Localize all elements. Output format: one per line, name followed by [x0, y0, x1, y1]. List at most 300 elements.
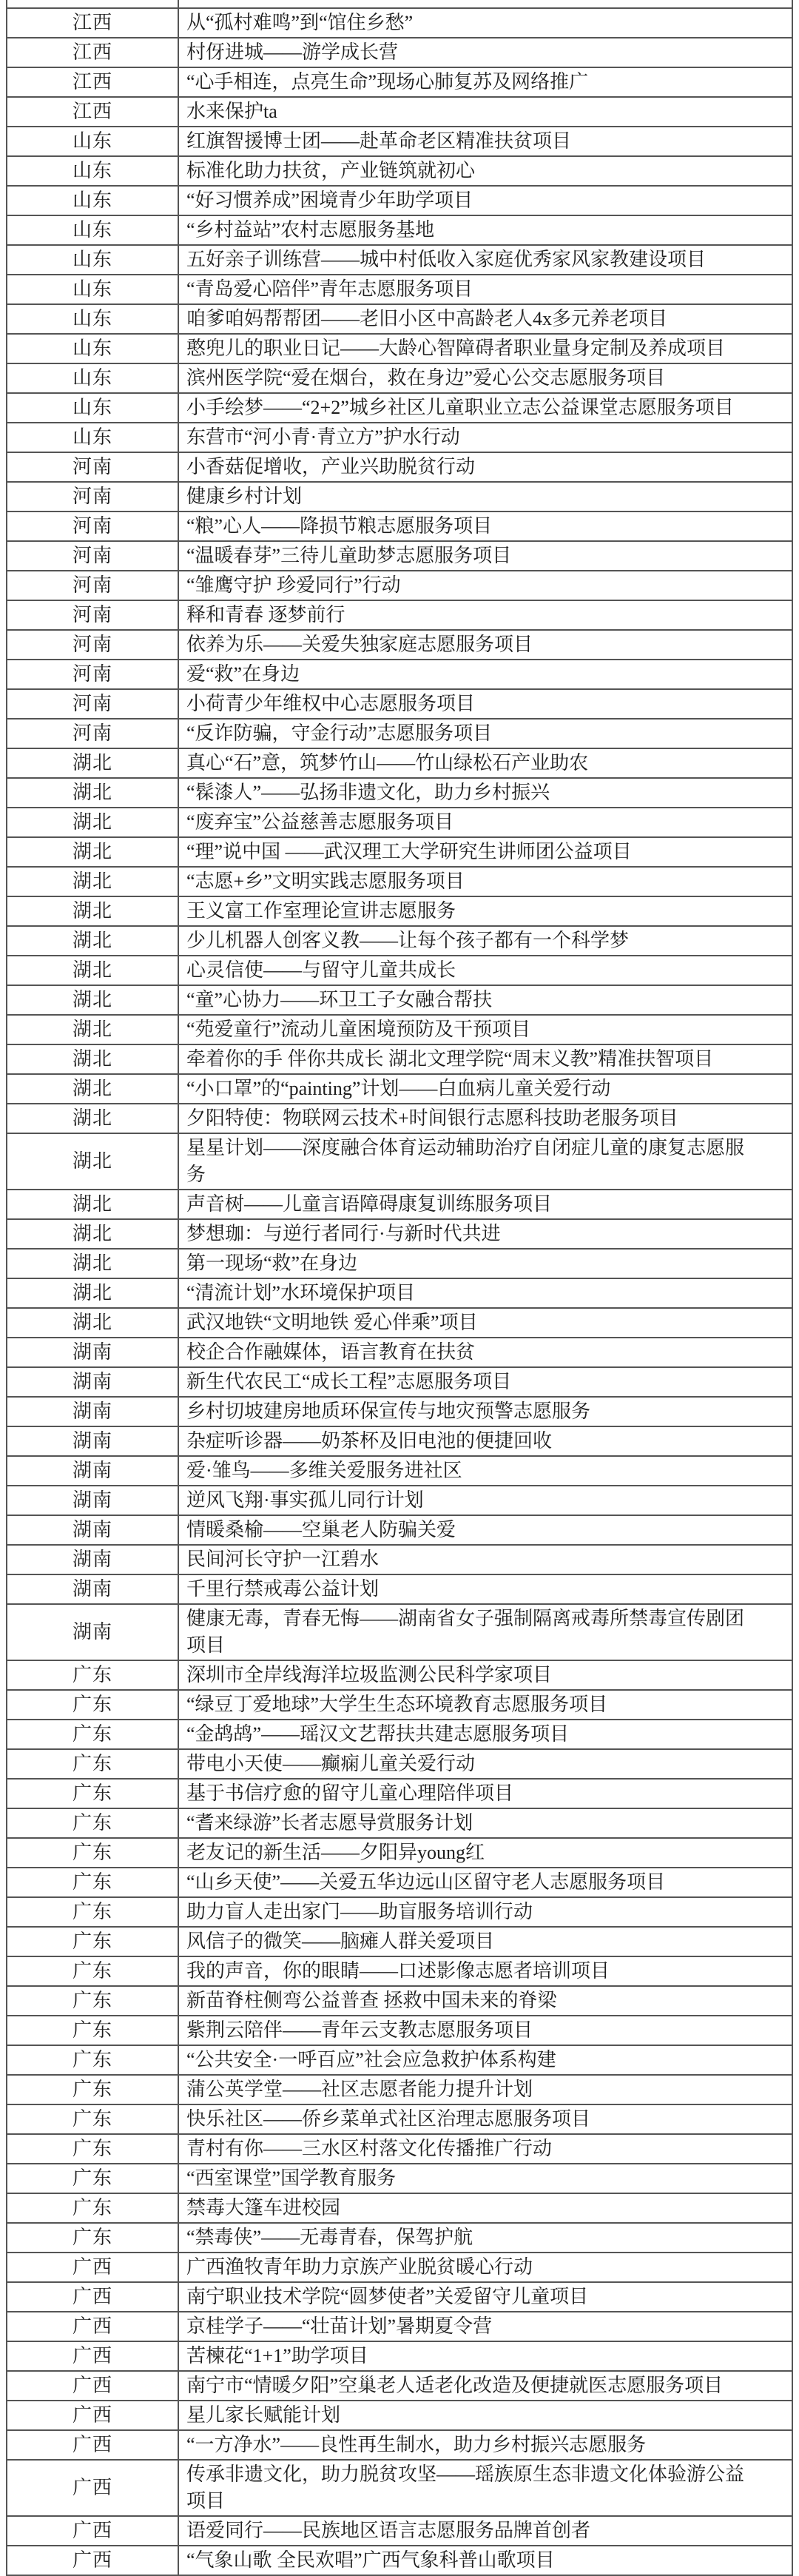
- province-cell: 湖北: [7, 1075, 179, 1103]
- table-row: [7, 2164, 792, 2194]
- table-row: [7, 1045, 792, 1075]
- province-cell: 湖北: [7, 956, 179, 985]
- table-row: [7, 542, 792, 571]
- project-name-text: 小手绘梦——“2+2”城乡社区儿童职业立志公益课堂志愿服务项目: [186, 397, 734, 418]
- project-name-text: 红旗智援博士团——赴革命老区精准扶贫项目: [186, 130, 572, 152]
- project-cell: [179, 1605, 792, 1660]
- province-cell: 广东: [7, 2105, 179, 2133]
- project-name-text: “金鸪鸪”——瑶汉文艺帮扶共建志愿服务项目: [186, 1723, 570, 1745]
- project-name-text: “绿豆丁爱地球”大学生生态环境教育志愿服务项目: [186, 1694, 608, 1715]
- project-cell: [179, 2546, 792, 2575]
- project-cell: [179, 1957, 792, 1985]
- table-row: [7, 364, 792, 394]
- project-cell: [179, 1309, 792, 1337]
- project-name-text: 健康无毒，青春无悔——湖南省女子强制隔离戒毒所禁毒宣传剧团项目: [186, 1608, 745, 1656]
- table-row: [7, 1750, 792, 1780]
- project-cell: [179, 2224, 792, 2252]
- table-row: [7, 2431, 792, 2461]
- table-row: [7, 1957, 792, 1987]
- table-row: [7, 1987, 792, 2016]
- project-cell: [179, 2046, 792, 2074]
- table-row: [7, 1839, 792, 1868]
- project-cell: [179, 483, 792, 511]
- table-row: [7, 1104, 792, 1134]
- project-name-text: 新生代农民工“成长工程”志愿服务项目: [186, 1371, 512, 1392]
- project-name-text: “清流计划”水环境保护项目: [186, 1282, 416, 1304]
- project-table: [6, 0, 793, 2576]
- province-cell: 湖北: [7, 868, 179, 896]
- province-cell: 河南: [7, 453, 179, 481]
- province-cell: 河南: [7, 571, 179, 600]
- project-name-text: 青村有你——三水区村落文化传播推广行动: [186, 2138, 553, 2159]
- project-cell: [179, 2194, 792, 2222]
- project-name-text: “气象山歌 全民欢唱”广西气象科普山歌项目: [186, 2549, 555, 2571]
- province-cell: 广东: [7, 1750, 179, 1778]
- project-cell: [179, 1279, 792, 1307]
- project-cell: [179, 779, 792, 807]
- project-name-text: 风信子的微笑——脑瘫人群关爱项目: [186, 1931, 495, 1952]
- table-row: [7, 868, 792, 897]
- province-cell: 湖南: [7, 1398, 179, 1426]
- project-name-text: 传承非遗文化，助力脱贫攻坚——瑶族原生态非遗文化体验游公益项目: [186, 2463, 745, 2512]
- table-row: [7, 1368, 792, 1398]
- table-row: [7, 157, 792, 187]
- province-cell: 广东: [7, 1987, 179, 2015]
- project-cell: [179, 1427, 792, 1455]
- project-cell: [179, 1898, 792, 1926]
- province-cell: 广东: [7, 2194, 179, 2222]
- province-cell: 河南: [7, 483, 179, 511]
- project-name-text: 村伢进城——游学成长营: [186, 41, 399, 63]
- province-cell: 河南: [7, 690, 179, 718]
- project-name-text: 杂症听诊器——奶茶杯及旧电池的便捷回收: [186, 1430, 553, 1452]
- project-cell: [179, 1987, 792, 2015]
- project-cell: [179, 512, 792, 540]
- project-name-text: 京桂学子——“壮苗计划”暑期夏令营: [186, 2315, 493, 2337]
- table-row: [7, 1868, 792, 1898]
- project-cell: [179, 690, 792, 718]
- table-row: [7, 2076, 792, 2105]
- project-name-text: 小香菇促增收，产业兴助脱贫行动: [186, 456, 476, 477]
- project-name-text: 少儿机器人创客义教——让每个孩子都有一个科学梦: [186, 930, 630, 951]
- project-name-text: “西室课堂”国学教育服务: [186, 2167, 397, 2189]
- project-cell: [179, 1720, 792, 1748]
- project-cell: [179, 2431, 792, 2459]
- project-cell: [179, 2461, 792, 2515]
- table-row: [7, 483, 792, 512]
- table-row: [7, 1220, 792, 1250]
- province-cell: 广东: [7, 2076, 179, 2104]
- province-cell: 广东: [7, 1898, 179, 1926]
- project-cell: [179, 1486, 792, 1515]
- project-cell: [179, 453, 792, 481]
- table-row: [7, 1809, 792, 1839]
- province-cell: 湖北: [7, 1220, 179, 1248]
- province-cell: 湖北: [7, 897, 179, 925]
- project-name-text: 声音树——儿童言语障碍康复训练服务项目: [186, 1193, 553, 1215]
- table-row: [7, 305, 792, 335]
- province-cell: 广西: [7, 2546, 179, 2575]
- project-name-text: “废弃宝”公益慈善志愿服务项目: [186, 811, 454, 833]
- project-name-text: 依养为乐——关爱失独家庭志愿服务项目: [186, 634, 533, 655]
- project-cell: [179, 927, 792, 955]
- project-name-text: “公共安全·一呼百应”社会应急救护体系构建: [186, 2049, 556, 2070]
- project-name-text: 标准化助力扶贫，产业链筑就初心: [186, 160, 476, 181]
- project-cell: [179, 2016, 792, 2045]
- project-cell: [179, 68, 792, 96]
- project-name-text: “粮”心人——降损节粮志愿服务项目: [186, 515, 493, 537]
- project-cell: [179, 1661, 792, 1689]
- project-cell: [179, 1016, 792, 1044]
- project-name-text: “一方净水”——良性再生制水，助力乡村振兴志愿服务: [186, 2434, 647, 2455]
- province-cell: 山东: [7, 335, 179, 363]
- province-cell: 湖北: [7, 1016, 179, 1044]
- province-cell: [7, 0, 179, 7]
- province-cell: 湖南: [7, 1368, 179, 1396]
- table-row: [7, 1338, 792, 1368]
- project-cell: [179, 2342, 792, 2370]
- table-row: [7, 423, 792, 453]
- table-row: [7, 2342, 792, 2372]
- province-cell: 湖南: [7, 1338, 179, 1366]
- province-cell: 广东: [7, 1809, 179, 1837]
- province-cell: 广西: [7, 2461, 179, 2515]
- table-row: [7, 2283, 792, 2312]
- project-name-text: 憨兜儿的职业日记——大龄心智障碍者职业量身定制及养成项目: [186, 338, 726, 359]
- project-name-text: 梦想珈：与逆行者同行·与新时代共进: [186, 1223, 501, 1244]
- project-name-text: 爱·雏鸟——多维关爱服务进社区: [186, 1460, 462, 1481]
- project-cell: [179, 838, 792, 866]
- project-cell: [179, 0, 792, 7]
- province-cell: 山东: [7, 275, 179, 303]
- project-cell: [179, 275, 792, 303]
- project-cell: [179, 364, 792, 392]
- project-cell: [179, 1250, 792, 1278]
- table-row: [7, 394, 792, 423]
- table-row: [7, 838, 792, 868]
- table-row: [7, 1691, 792, 1720]
- province-cell: 江西: [7, 9, 179, 37]
- table-row: [7, 1075, 792, 1104]
- province-cell: 广西: [7, 2342, 179, 2370]
- project-cell: [179, 127, 792, 155]
- province-cell: 山东: [7, 246, 179, 274]
- project-cell: [179, 956, 792, 985]
- project-cell: [179, 305, 792, 333]
- province-cell: 广西: [7, 2253, 179, 2281]
- project-name-text: 释和青春 逐梦前行: [186, 604, 345, 625]
- project-cell: [179, 720, 792, 748]
- table-row: [7, 2401, 792, 2431]
- project-cell: [179, 2372, 792, 2400]
- project-cell: [179, 423, 792, 452]
- province-cell: 湖北: [7, 1104, 179, 1133]
- project-name-text: 情暖桑榆——空巢老人防骗关爱: [186, 1519, 456, 1540]
- project-name-text: 牵着你的手 伴你共成长 湖北文理学院“周末义教”精准扶智项目: [186, 1048, 714, 1070]
- project-cell: [179, 1104, 792, 1133]
- table-row: [7, 1516, 792, 1546]
- table-row: [7, 1457, 792, 1486]
- project-name-text: “耆来绿游”长者志愿导赏服务计划: [186, 1812, 473, 1834]
- project-name-text: “温暖春芽”三待儿童助梦志愿服务项目: [186, 545, 512, 566]
- table-row: [7, 1780, 792, 1809]
- project-name-text: “好习惯养成”困境青少年助学项目: [186, 189, 473, 211]
- province-cell: 江西: [7, 38, 179, 67]
- project-cell: [179, 2253, 792, 2281]
- project-name-text: 五好亲子训练营——城中村低收入家庭优秀家风家教建设项目: [186, 249, 707, 270]
- project-cell: [179, 2312, 792, 2341]
- project-cell: [179, 808, 792, 836]
- project-name-text: 水来保护ta: [186, 101, 277, 122]
- province-cell: 湖南: [7, 1516, 179, 1544]
- table-row: [7, 601, 792, 631]
- table-row: [7, 1016, 792, 1045]
- table-row: [7, 1605, 792, 1661]
- project-name-text: 蒲公英学堂——社区志愿者能力提升计划: [186, 2079, 533, 2100]
- table-row: [7, 1486, 792, 1516]
- project-name-text: 小荷青少年维权中心志愿服务项目: [186, 693, 476, 714]
- project-cell: [179, 9, 792, 37]
- table-row: [7, 2046, 792, 2076]
- project-name-text: 夕阳特使：物联网云技术+时间银行志愿科技助老服务项目: [186, 1107, 678, 1129]
- project-name-text: 禁毒大篷车进校园: [186, 2197, 341, 2218]
- province-cell: 湖北: [7, 749, 179, 777]
- project-cell: [179, 1780, 792, 1808]
- table-row: [7, 2135, 792, 2164]
- province-cell: 广西: [7, 2517, 179, 2545]
- province-cell: 广东: [7, 1957, 179, 1985]
- project-name-text: 基于书信疗愈的留守儿童心理陪伴项目: [186, 1782, 514, 1804]
- table-row: [7, 1190, 792, 1220]
- project-cell: [179, 335, 792, 363]
- project-name-text: 快乐社区——侨乡菜单式社区治理志愿服务项目: [186, 2108, 591, 2130]
- project-cell: [179, 2517, 792, 2545]
- province-cell: 广西: [7, 2372, 179, 2400]
- province-cell: 山东: [7, 423, 179, 452]
- project-name-text: 滨州医学院“爱在烟台，救在身边”爱心公交志愿服务项目: [186, 367, 666, 389]
- province-cell: 河南: [7, 631, 179, 659]
- project-cell: [179, 631, 792, 659]
- province-cell: 山东: [7, 305, 179, 333]
- table-row: [7, 1250, 792, 1279]
- table-row: [7, 571, 792, 601]
- project-cell: [179, 98, 792, 126]
- project-cell: [179, 897, 792, 925]
- project-name-text: 从“孤村难鸣”到“馆住乡愁”: [186, 12, 414, 33]
- province-cell: 广西: [7, 2431, 179, 2459]
- project-cell: [179, 1075, 792, 1103]
- project-cell: [179, 1575, 792, 1603]
- project-name-text: 真心“石”意，筑梦竹山——竹山绿松石产业助农: [186, 752, 589, 774]
- table-row: [7, 1575, 792, 1605]
- table-row: [7, 512, 792, 542]
- project-name-text: “青岛爱心陪伴”青年志愿服务项目: [186, 278, 473, 300]
- table-row: [7, 1661, 792, 1691]
- project-name-text: 咱爹咱妈帮帮团——老旧小区中高龄老人4x多元养老项目: [186, 308, 668, 329]
- province-cell: 湖南: [7, 1575, 179, 1603]
- province-cell: 湖北: [7, 1309, 179, 1337]
- project-table-body: [7, 9, 792, 2576]
- table-row: [7, 1398, 792, 1427]
- table-row: [7, 897, 792, 927]
- project-name-text: 王义富工作室理论宣讲志愿服务: [186, 900, 456, 922]
- table-row: [7, 98, 792, 127]
- project-cell: [179, 2283, 792, 2311]
- project-cell: [179, 571, 792, 600]
- province-cell: 湖北: [7, 1134, 179, 1189]
- project-name-text: 深圳市全岸线海洋垃圾监测公民科学家项目: [186, 1664, 553, 1686]
- province-cell: 湖北: [7, 1250, 179, 1278]
- project-name-text: 星儿家长赋能计划: [186, 2404, 341, 2426]
- province-cell: 广东: [7, 1928, 179, 1956]
- province-cell: 广东: [7, 1868, 179, 1896]
- province-cell: 山东: [7, 187, 179, 215]
- project-name-text: “乡村益站”农村志愿服务基地: [186, 219, 435, 241]
- project-cell: [179, 1220, 792, 1248]
- table-row: [7, 1928, 792, 1957]
- table-row: [7, 38, 792, 68]
- province-cell: 广东: [7, 1720, 179, 1748]
- table-row: [7, 187, 792, 216]
- project-cell: [179, 542, 792, 570]
- table-row: [7, 127, 792, 157]
- province-cell: 湖南: [7, 1457, 179, 1485]
- province-cell: 广东: [7, 2164, 179, 2193]
- project-name-text: “反诈防骗，守金行动”志愿服务项目: [186, 722, 493, 744]
- project-cell: [179, 1045, 792, 1073]
- project-cell: [179, 2076, 792, 2104]
- project-name-text: 第一现场“救”在身边: [186, 1252, 358, 1274]
- project-name-text: 东营市“河小青·青立方”护水行动: [186, 426, 460, 448]
- project-cell: [179, 1457, 792, 1485]
- province-cell: 河南: [7, 542, 179, 570]
- project-cell: [179, 38, 792, 67]
- table-row: [7, 2546, 792, 2576]
- province-cell: 广西: [7, 2283, 179, 2311]
- province-cell: 湖南: [7, 1546, 179, 1574]
- province-cell: 广东: [7, 2046, 179, 2074]
- project-name-text: 千里行禁戒毒公益计划: [186, 1578, 380, 1600]
- project-name-text: 苦楝花“1+1”助学项目: [186, 2345, 368, 2367]
- project-name-text: 我的声音，你的眼睛——口述影像志愿者培训项目: [186, 1960, 610, 1982]
- project-cell: [179, 1516, 792, 1544]
- project-name-text: 星星计划——深度融合体育运动辅助治疗自闭症儿童的康复志愿服务: [186, 1137, 745, 1185]
- table-row: [7, 1134, 792, 1190]
- table-row: [7, 68, 792, 98]
- project-cell: [179, 660, 792, 688]
- table-row: [7, 2461, 792, 2517]
- province-cell: 广东: [7, 1780, 179, 1808]
- table-row: [7, 720, 792, 749]
- province-cell: 江西: [7, 98, 179, 126]
- project-cell: [179, 2135, 792, 2163]
- table-row: [7, 453, 792, 483]
- project-cell: [179, 1839, 792, 1867]
- project-cell: [179, 187, 792, 215]
- province-cell: 广西: [7, 2312, 179, 2341]
- project-cell: [179, 749, 792, 777]
- table-row: [7, 749, 792, 779]
- project-name-text: 民间河长守护一江碧水: [186, 1549, 380, 1570]
- province-cell: 山东: [7, 216, 179, 244]
- province-cell: 湖北: [7, 838, 179, 866]
- project-cell: [179, 1190, 792, 1218]
- project-cell: [179, 1750, 792, 1778]
- project-name-text: 爱“救”在身边: [186, 663, 300, 685]
- table-row: [7, 246, 792, 275]
- table-row: [7, 216, 792, 246]
- table-row: [7, 1279, 792, 1309]
- province-cell: 湖北: [7, 779, 179, 807]
- project-name-text: 老友记的新生活——夕阳异young红: [186, 1842, 485, 1863]
- project-cell: [179, 2105, 792, 2133]
- project-cell: [179, 2401, 792, 2429]
- province-cell: 广西: [7, 2401, 179, 2429]
- project-name-text: 南宁市“情暖夕阳”空巢老人适老化改造及便捷就医志愿服务项目: [186, 2375, 724, 2396]
- project-cell: [179, 1398, 792, 1426]
- table-row: [7, 808, 792, 838]
- table-row: [7, 275, 792, 305]
- province-cell: 湖南: [7, 1605, 179, 1660]
- table-row: [7, 2312, 792, 2342]
- table-row: [7, 660, 792, 690]
- province-cell: 河南: [7, 660, 179, 688]
- project-cell: [179, 1809, 792, 1837]
- table-row: [7, 1546, 792, 1575]
- province-cell: 广东: [7, 2135, 179, 2163]
- province-cell: 江西: [7, 68, 179, 96]
- table-row: [7, 986, 792, 1016]
- project-cell: [179, 1134, 792, 1189]
- project-name-text: 助力盲人走出家门——助盲服务培训行动: [186, 1901, 533, 1922]
- province-cell: 湖北: [7, 808, 179, 836]
- province-cell: 山东: [7, 127, 179, 155]
- province-cell: 山东: [7, 364, 179, 392]
- province-cell: 湖北: [7, 927, 179, 955]
- project-cell: [179, 1338, 792, 1366]
- province-cell: 广东: [7, 2224, 179, 2252]
- project-cell: [179, 868, 792, 896]
- table-row: [7, 1309, 792, 1338]
- table-row: [7, 927, 792, 956]
- province-cell: 湖北: [7, 1279, 179, 1307]
- project-name-text: 新苗脊柱侧弯公益普查 拯救中国未来的脊梁: [186, 1990, 557, 2011]
- table-row: [7, 9, 792, 38]
- province-cell: 山东: [7, 394, 179, 422]
- project-name-text: “童”心协力——环卫工子女融合帮扶: [186, 989, 493, 1010]
- province-cell: 湖北: [7, 986, 179, 1014]
- project-name-text: “禁毒侠”——无毒青春，保驾护航: [186, 2227, 473, 2248]
- table-row: [7, 2517, 792, 2546]
- table-row: [7, 2105, 792, 2135]
- province-cell: 山东: [7, 157, 179, 185]
- project-cell: [179, 1368, 792, 1396]
- table-row: [7, 2224, 792, 2253]
- table-row: [7, 631, 792, 660]
- project-name-text: “心手相连，点亮生命”现场心肺复苏及网络推广: [186, 71, 589, 93]
- project-cell: [179, 1928, 792, 1956]
- province-cell: 湖北: [7, 1045, 179, 1073]
- table-row: [7, 1427, 792, 1457]
- project-name-text: “髹漆人”——弘扬非遗文化，助力乡村振兴: [186, 782, 550, 803]
- table-row: [7, 956, 792, 986]
- project-name-text: 健康乡村计划: [186, 486, 303, 507]
- project-name-text: 广西渔牧青年助力京族产业脱贫暖心行动: [186, 2256, 533, 2278]
- project-name-text: “理”说中国 ——武汉理工大学研究生讲师团公益项目: [186, 841, 632, 862]
- project-cell: [179, 246, 792, 274]
- province-cell: 湖北: [7, 1190, 179, 1218]
- table-row: [7, 1898, 792, 1928]
